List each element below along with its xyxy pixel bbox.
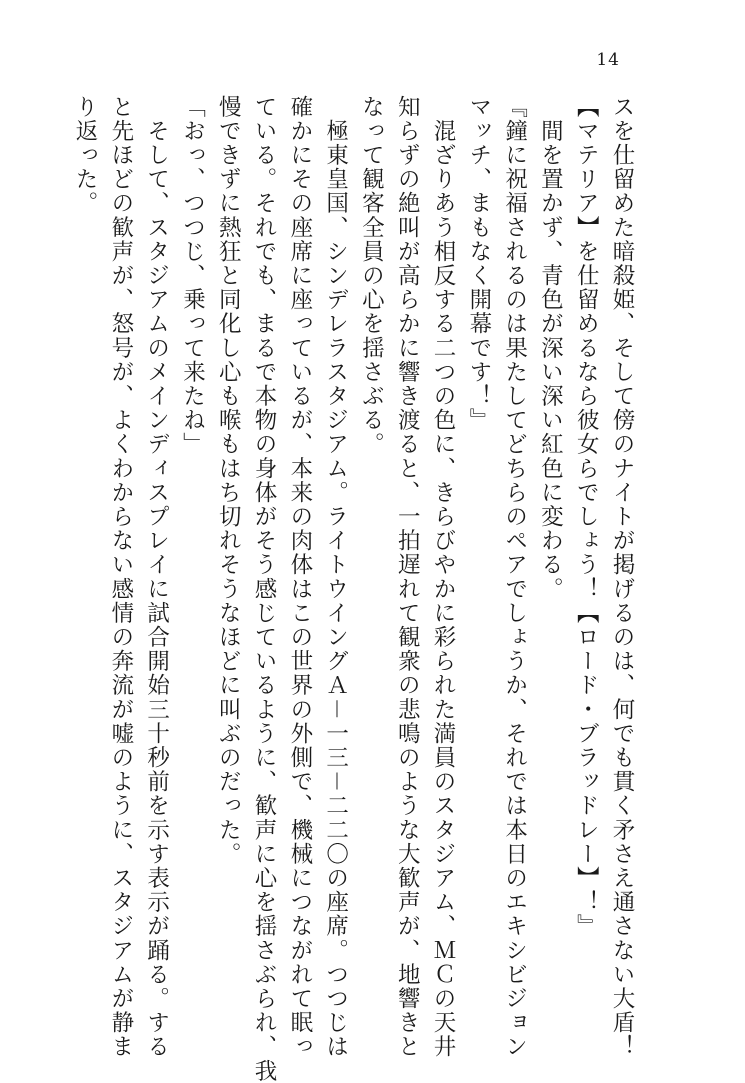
text-line: 混ざりあう相反する二つの色に、きらびやかに彩られた満員のスタジアム、ＭＣの天井: [430, 95, 457, 1059]
text-line: 【マテリア】を仕留めるなら彼女らでしょう！【ロード・ブラッドレー】！』: [573, 95, 600, 939]
text-line: なって観客全員の心を揺さぶる。: [358, 95, 385, 457]
text-line: そして、スタジアムのメインディスプレイに試合開始三十秒前を示す表示が踊る。する: [143, 95, 170, 1059]
text-line: 間を置かず、青色が深い深い紅色に変わる。: [537, 95, 564, 602]
text-line: と先ほどの歓声が、怒号が、よくわからない感情の奔流が嘘のように、スタジアムが静ま: [107, 95, 134, 1059]
vertical-text-body: [66, 95, 639, 1083]
text-line: 確かにその座席に座っているが、本来の肉体はこの世界の外側で、機械につながれて眠っ: [286, 95, 313, 1059]
text-line: 『鐘に祝福されるのは果たしてどちらのペアでしょうか、それでは本日のエキシビジョン: [501, 95, 528, 1059]
page-number: 14: [596, 50, 620, 70]
text-line: スを仕留めた暗殺姫、そして傍のナイトが掲げるのは、何でも貫く矛さえ通さない大盾！: [609, 95, 635, 1059]
text-line: 「おっ、つつじ、乗って来たね」: [179, 95, 206, 457]
text-line: 知らずの絶叫が高らかに響き渡ると、一拍遅れて観衆の悲鳴のような大歓声が、地響きと: [394, 95, 421, 1059]
text-line: 慢できずに熱狂と同化し心も喉もはち切れそうなほどに叫ぶのだった。: [215, 95, 242, 867]
text-line: 極東皇国、シンデレラスタジアム。ライトウイングＡ－一三－二二〇の座席。つつじは: [322, 95, 349, 1059]
text-line: ている。それでも、まるで本物の身体がそう感じているように、歓声に心を揺さぶられ、我: [251, 95, 278, 1083]
text-line: マッチ、まもなく開幕です！』: [465, 95, 492, 433]
text-line: り返った。: [72, 95, 99, 216]
